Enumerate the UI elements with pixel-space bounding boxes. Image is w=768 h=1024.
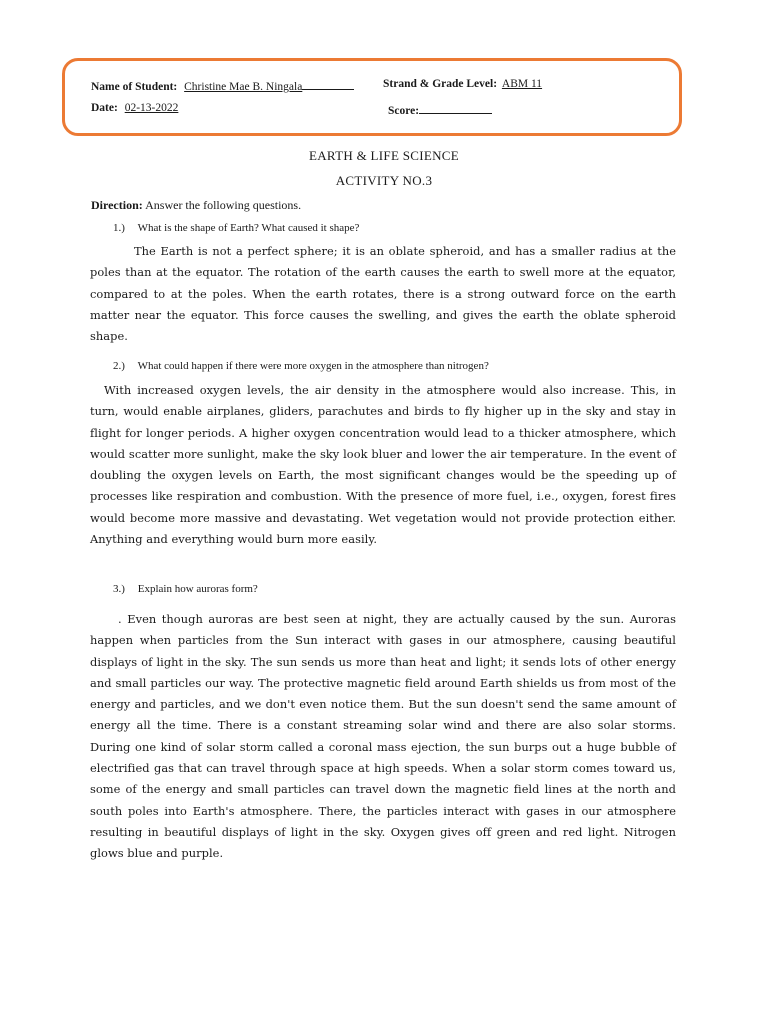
date-value: 02-13-2022 [124, 102, 179, 114]
score-row [388, 102, 492, 117]
activity-title: ACTIVITY NO.3 [335, 173, 433, 188]
date-label: Date: [91, 102, 118, 114]
question-1 [113, 222, 359, 234]
question-2-number: 2.) [113, 360, 125, 372]
student-name-underline [302, 78, 354, 90]
score-blank [419, 102, 492, 114]
student-name-label: Name of Student: [91, 81, 178, 93]
question-3 [113, 583, 258, 595]
direction-label: Direction: [91, 198, 143, 212]
question-2 [113, 360, 489, 372]
score-label: Score: [388, 105, 420, 117]
question-2-text: What could happen if there were more oxygen in the atmosphere than nitrogen? [137, 360, 489, 372]
subject-title: EARTH & LIFE SCIENCE [308, 148, 460, 163]
question-3-text: Explain how auroras form? [137, 583, 258, 595]
date-row [91, 102, 178, 114]
answer-2: With increased oxygen levels, the air density in the atmosphere would also increase. This, in turn, would enable airplanes, gliders, parachutes and birds to fly higher up in the sky and stay in flight for longer periods. A higher oxygen concentration would lead to a thicker atmosphere, which would scatter more sunlight, make the sky look bluer and lower the air temperature. In the event of doubling the oxygen levels on Earth, the most significant changes would be the speeding up of processes like respiration and combustion. With the presence of more fuel, i.e., oxygen, forest fires would become more massive and devastating. Wet vegetation would not provide protection either. Anything and everything would burn more easily. [90, 383, 676, 547]
student-info-box [62, 58, 682, 136]
question-1-text: What is the shape of Earth? What caused it shape? [137, 222, 360, 234]
question-3-number: 3.) [113, 583, 125, 595]
answer-1: The Earth is not a perfect sphere; it is an oblate spheroid, and has a smaller radius at the poles than at the equator. The rotation of the earth causes the earth to swell more at the equator, compared to at the poles. When the earth rotates, there is a strong outward force on the earth matter near the equator. This force causes the swelling, and gives the earth the oblate spheroid shape. [90, 244, 676, 344]
student-name-value: Christine Mae B. Ningala [184, 81, 303, 93]
strand-row [383, 78, 542, 90]
direction-text: Answer the following questions. [145, 198, 302, 212]
direction-line [91, 198, 301, 213]
student-name-row [91, 78, 354, 93]
question-1-number: 1.) [113, 222, 125, 234]
strand-label: Strand & Grade Level: [383, 78, 498, 90]
answer-3: . Even though auroras are best seen at night, they are actually caused by the sun. Auroras happen when particles from the Sun interact with gases in our atmosphere, causing beautiful displays of light in the sky. The sun sends us more than heat and light; it sends lots of other energy and small particles our way. The protective magnetic field around Earth shields us from most of the energy and particles, and we don't even notice them. But the sun doesn't send the same amount of energy all the time. There is a constant streaming solar wind and there are also solar storms. During one kind of solar storm called a coronal mass ejection, the sun burps out a huge bubble of electrified gas that can travel through space at high speeds. When a solar storm comes toward us, some of the energy and small particles can travel down the magnetic field lines at the north and south poles into Earth's atmosphere. There, the particles interact with gases in our atmosphere resulting in beautiful displays of light in the sky. Oxygen gives off green and red light. Nitrogen glows blue and purple. [90, 612, 676, 861]
strand-value: ABM 11 [501, 78, 543, 90]
